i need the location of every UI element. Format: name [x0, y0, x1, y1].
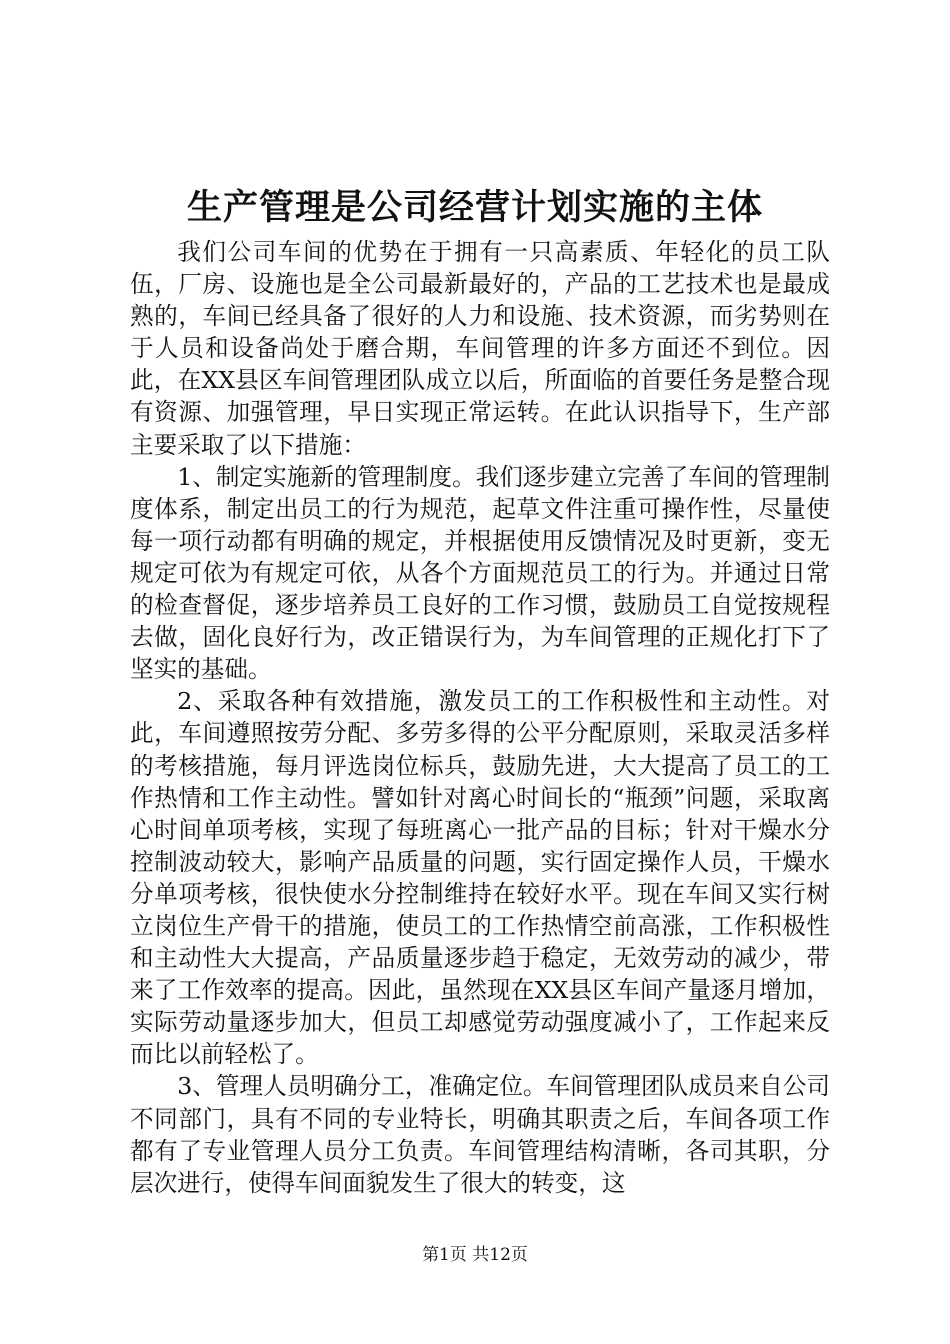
page-footer: 第1页 共12页	[422, 1245, 528, 1265]
paragraph-measure-1: 1、制定实施新的管理制度。我们逐步建立完善了车间的管理制度体系，制定出员工的行为规范，起草文件注重可操作性，尽量使每一项行动都有明确的规定，并根据使用反馈情况及时更新，变无规定可依为有规定可依，从各个方面规范员工的行为。并通过日常的检查督促，逐步培养员工良好的工作习惯，鼓励员工自觉按规程去做，固化良好行为，改正错误行为，为车间管理的正规化打下了坚实的基础。	[130, 462, 830, 684]
document-title: 生产管理是公司经营计划实施的主体	[186, 187, 763, 228]
document-body	[130, 236, 830, 1199]
paragraph-measure-2: 2、采取各种有效措施，激发员工的工作积极性和主动性。对此，车间遵照按劳分配、多劳多得的公平分配原则，采取灵活多样的考核措施，每月评选岗位标兵，鼓励先进，大大提高了员工的工作热情和工作主动性。譬如针对离心时间长的“瓶颈”问题，采取离心时间单项考核，实现了每班离心一批产品的目标；针对干燥水分控制波动较大，影响产品质量的问题，实行固定操作人员，干燥水分单项考核，很快使水分控制维持在较好水平。现在车间又实行树立岗位生产骨干的措施，使员工的工作热情空前高涨，工作积极性和主动性大大提高，产品质量逐步趋于稳定，无效劳动的减少，带来了工作效率的提高。因此，虽然现在XX县区车间产量逐月增加，实际劳动量逐步加大，但员工却感觉劳动强度减小了，工作起来反而比以前轻松了。	[130, 687, 830, 1069]
paragraph-intro: 我们公司车间的优势在于拥有一只高素质、年轻化的员工队伍，厂房、设施也是全公司最新最好的，产品的工艺技术也是最成熟的，车间已经具备了很好的人力和设施、技术资源，而劣势则在于人员和设备尚处于磨合期，车间管理的许多方面还不到位。因此，在XX县区车间管理团队成立以后，所面临的首要任务是整合现有资源、加强管理，早日实现正常运转。在此认识指导下，生产部主要采取了以下措施：	[130, 238, 830, 459]
paragraph-measure-3: 3、管理人员明确分工，准确定位。车间管理团队成员来自公司不同部门，具有不同的专业特长，明确其职责之后，车间各项工作都有了专业管理人员分工负责。车间管理结构清晰，各司其职，分层次进行，使得车间面貌发生了很大的转变，这	[130, 1072, 830, 1197]
